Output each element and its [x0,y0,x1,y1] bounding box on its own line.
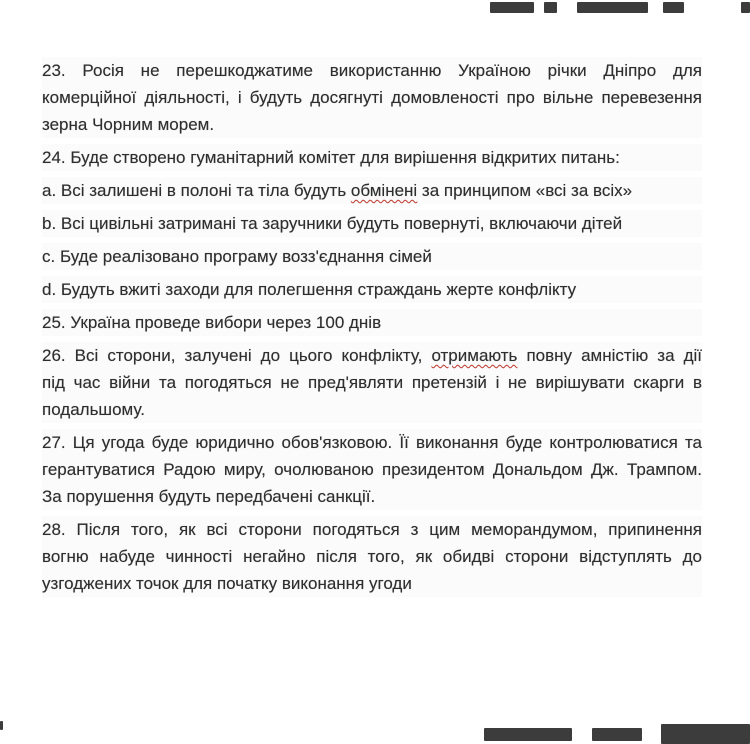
misspelled-word: обмінені [350,181,418,200]
text-line [42,177,702,204]
text-line: b. Всі цивільні затримані та заручники будуть повернуті, включаючи дітей [42,210,702,237]
text-line: комерційної діяльності, і будуть досягнуті домовленості про вільне перевезення [42,84,702,111]
text-line: зерна Чорним морем. [42,111,702,138]
text-segment: за принципом «всі за всіх» [417,181,633,200]
text-line: узгоджених точок для початку виконання угоди [42,570,702,597]
paragraph-23 [42,57,702,138]
edge-artifact [0,721,3,730]
redaction-bar [484,728,572,741]
text-line: 28. Після того, як всі сторони погодяться з цим меморандумом, припинення [42,516,702,543]
text-segment: a. Всі залишені в полоні та тіла будуть [42,181,351,200]
paragraph-26 [42,342,702,423]
document-text [42,57,702,603]
text-line: 24. Буде створено гуманітарний комітет для вирішення відкритих питань: [42,144,702,171]
redaction-bar [544,2,557,13]
text-segment: 26. Всі сторони, залучені до цього конфлікту, [42,346,432,365]
text-line [42,342,702,369]
text-line: 25. Україна проведе вибори через 100 днів [42,309,702,336]
redaction-bar [577,2,648,13]
paragraph-25 [42,309,702,336]
text-line: d. Будуть вжиті заходи для полегшення страждань жерте конфлікту [42,276,702,303]
text-line: c. Буде реалізовано програму возз'єднання сімей [42,243,702,270]
list-item-b [42,210,702,237]
text-line: подальшому. [42,396,702,423]
list-item-d [42,276,702,303]
redaction-bar [592,728,642,741]
redaction-bar [741,2,750,13]
text-segment: повну амністію за дії [517,346,702,365]
text-line: вогню набуде чинності негайно після того, як обидві сторони відступлять до [42,543,702,570]
text-line: під час війни та погодяться не пред'являти претензій і не вирішувати скарги в [42,369,702,396]
paragraph-28 [42,516,702,597]
list-item-c [42,243,702,270]
text-line: 23. Росія не перешкоджатиме використанню Україною річки Дніпро для [42,57,702,84]
text-line: 27. Ця угода буде юридично обов'язковою. Її виконання буде контролюватися та [42,429,702,456]
redaction-bar [490,2,534,13]
text-line: За порушення будуть передбачені санкції. [42,483,702,510]
paragraph-24 [42,144,702,171]
list-item-a [42,177,702,204]
paragraph-27 [42,429,702,510]
misspelled-word: отримають [431,346,518,365]
text-line: герантуватися Радою миру, очолюваною президентом Дональдом Дж. Трампом. [42,456,702,483]
redaction-bar [661,724,750,744]
redaction-bar [663,2,684,13]
